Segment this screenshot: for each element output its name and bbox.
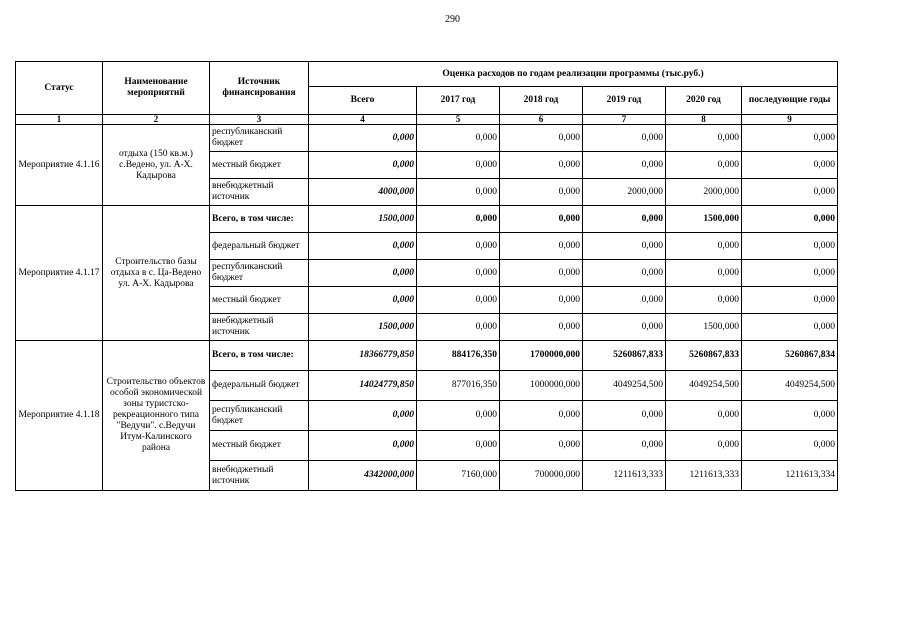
value-cell: 0,000	[500, 125, 583, 152]
event-name-cell: Строительство базы отдыха в с. Ца-Ведено ул. А-Х. Кадырова	[103, 206, 210, 341]
source-cell: внебюджетный источник	[210, 314, 309, 341]
total-cell: 14024779,850	[309, 371, 417, 401]
col-number: 3	[210, 115, 309, 125]
source-cell: республиканский бюджет	[210, 401, 309, 431]
source-cell: Всего, в том числе:	[210, 206, 309, 233]
total-cell: 1500,000	[309, 314, 417, 341]
value-cell: 4049254,500	[742, 371, 838, 401]
event-name-cell: отдыха (150 кв.м.) с.Ведено, ул. А-Х. Кадырова	[103, 125, 210, 206]
source-cell: местный бюджет	[210, 152, 309, 179]
column-number-row	[16, 115, 838, 125]
value-cell: 0,000	[742, 233, 838, 260]
header-2020: 2020 год	[666, 87, 742, 115]
value-cell: 1700000,000	[500, 341, 583, 371]
header-2017: 2017 год	[417, 87, 500, 115]
table-row	[16, 341, 838, 371]
value-cell: 0,000	[666, 260, 742, 287]
value-cell: 2000,000	[583, 179, 666, 206]
status-cell: Мероприятие 4.1.16	[16, 125, 103, 206]
value-cell: 884176,350	[417, 341, 500, 371]
source-cell: федеральный бюджет	[210, 233, 309, 260]
col-number: 4	[309, 115, 417, 125]
col-number: 5	[417, 115, 500, 125]
source-cell: внебюджетный источник	[210, 179, 309, 206]
budget-table	[15, 61, 838, 491]
header-estimate: Оценка расходов по годам реализации программы (тыс.руб.)	[309, 62, 838, 87]
value-cell: 0,000	[666, 152, 742, 179]
value-cell: 0,000	[500, 287, 583, 314]
value-cell: 0,000	[742, 401, 838, 431]
value-cell: 0,000	[417, 314, 500, 341]
status-cell: Мероприятие 4.1.17	[16, 206, 103, 341]
total-cell: 0,000	[309, 431, 417, 461]
col-number: 6	[500, 115, 583, 125]
event-name-cell: Строительство объектов особой экономической зоны туристско-рекреационного типа "Ведучи". с.Ведучи Итум-Калинского района	[103, 341, 210, 491]
value-cell: 0,000	[742, 287, 838, 314]
col-number: 8	[666, 115, 742, 125]
value-cell: 877016,350	[417, 371, 500, 401]
total-cell: 4342000,000	[309, 461, 417, 491]
header-2019: 2019 год	[583, 87, 666, 115]
value-cell: 0,000	[583, 125, 666, 152]
value-cell: 5260867,833	[583, 341, 666, 371]
value-cell: 0,000	[583, 206, 666, 233]
value-cell: 0,000	[417, 125, 500, 152]
value-cell: 1500,000	[666, 206, 742, 233]
value-cell: 0,000	[583, 314, 666, 341]
source-cell: местный бюджет	[210, 431, 309, 461]
total-cell: 0,000	[309, 125, 417, 152]
total-cell: 0,000	[309, 152, 417, 179]
table-row	[16, 206, 838, 233]
page-number: 290	[445, 14, 460, 25]
value-cell: 0,000	[583, 431, 666, 461]
value-cell: 0,000	[500, 152, 583, 179]
table-row	[16, 125, 838, 152]
status-cell: Мероприятие 4.1.18	[16, 341, 103, 491]
header-source: Источник финансирования	[210, 62, 309, 115]
header-total: Всего	[309, 87, 417, 115]
value-cell: 0,000	[666, 287, 742, 314]
value-cell: 0,000	[417, 287, 500, 314]
value-cell: 5260867,833	[666, 341, 742, 371]
value-cell: 0,000	[666, 431, 742, 461]
value-cell: 0,000	[417, 179, 500, 206]
value-cell: 0,000	[500, 260, 583, 287]
value-cell: 0,000	[583, 401, 666, 431]
total-cell: 0,000	[309, 233, 417, 260]
source-cell: республиканский бюджет	[210, 125, 309, 152]
value-cell: 0,000	[500, 314, 583, 341]
value-cell: 0,000	[583, 287, 666, 314]
header-later: последующие годы	[742, 87, 838, 115]
value-cell: 0,000	[742, 314, 838, 341]
source-cell: федеральный бюджет	[210, 371, 309, 401]
value-cell: 0,000	[417, 260, 500, 287]
value-cell: 0,000	[742, 152, 838, 179]
value-cell: 1211613,333	[666, 461, 742, 491]
value-cell: 700000,000	[500, 461, 583, 491]
value-cell: 0,000	[417, 401, 500, 431]
source-cell: республиканский бюджет	[210, 260, 309, 287]
value-cell: 0,000	[417, 431, 500, 461]
total-cell: 1500,000	[309, 206, 417, 233]
value-cell: 0,000	[500, 179, 583, 206]
value-cell: 0,000	[500, 401, 583, 431]
value-cell: 0,000	[666, 125, 742, 152]
header-status: Статус	[16, 62, 103, 115]
total-cell: 4000,000	[309, 179, 417, 206]
value-cell: 1211613,333	[583, 461, 666, 491]
value-cell: 0,000	[500, 431, 583, 461]
value-cell: 0,000	[742, 125, 838, 152]
value-cell: 0,000	[417, 206, 500, 233]
total-cell: 0,000	[309, 401, 417, 431]
value-cell: 0,000	[666, 233, 742, 260]
value-cell: 2000,000	[666, 179, 742, 206]
value-cell: 0,000	[583, 260, 666, 287]
value-cell: 0,000	[742, 260, 838, 287]
header-2018: 2018 год	[500, 87, 583, 115]
value-cell: 0,000	[500, 206, 583, 233]
value-cell: 0,000	[417, 152, 500, 179]
col-number: 7	[583, 115, 666, 125]
total-cell: 18366779,850	[309, 341, 417, 371]
header-name: Наименование мероприятий	[103, 62, 210, 115]
value-cell: 0,000	[742, 179, 838, 206]
value-cell: 0,000	[742, 206, 838, 233]
total-cell: 0,000	[309, 260, 417, 287]
value-cell: 1500,000	[666, 314, 742, 341]
value-cell: 4049254,500	[666, 371, 742, 401]
value-cell: 0,000	[500, 233, 583, 260]
value-cell: 1000000,000	[500, 371, 583, 401]
source-cell: местный бюджет	[210, 287, 309, 314]
value-cell: 0,000	[417, 233, 500, 260]
value-cell: 7160,000	[417, 461, 500, 491]
value-cell: 0,000	[583, 233, 666, 260]
value-cell: 0,000	[583, 152, 666, 179]
header-row-1	[16, 62, 838, 87]
source-cell: Всего, в том числе:	[210, 341, 309, 371]
total-cell: 0,000	[309, 287, 417, 314]
value-cell: 0,000	[666, 401, 742, 431]
source-cell: внебюджетный источник	[210, 461, 309, 491]
value-cell: 0,000	[742, 431, 838, 461]
col-number: 1	[16, 115, 103, 125]
value-cell: 1211613,334	[742, 461, 838, 491]
col-number: 2	[103, 115, 210, 125]
col-number: 9	[742, 115, 838, 125]
value-cell: 5260867,834	[742, 341, 838, 371]
value-cell: 4049254,500	[583, 371, 666, 401]
